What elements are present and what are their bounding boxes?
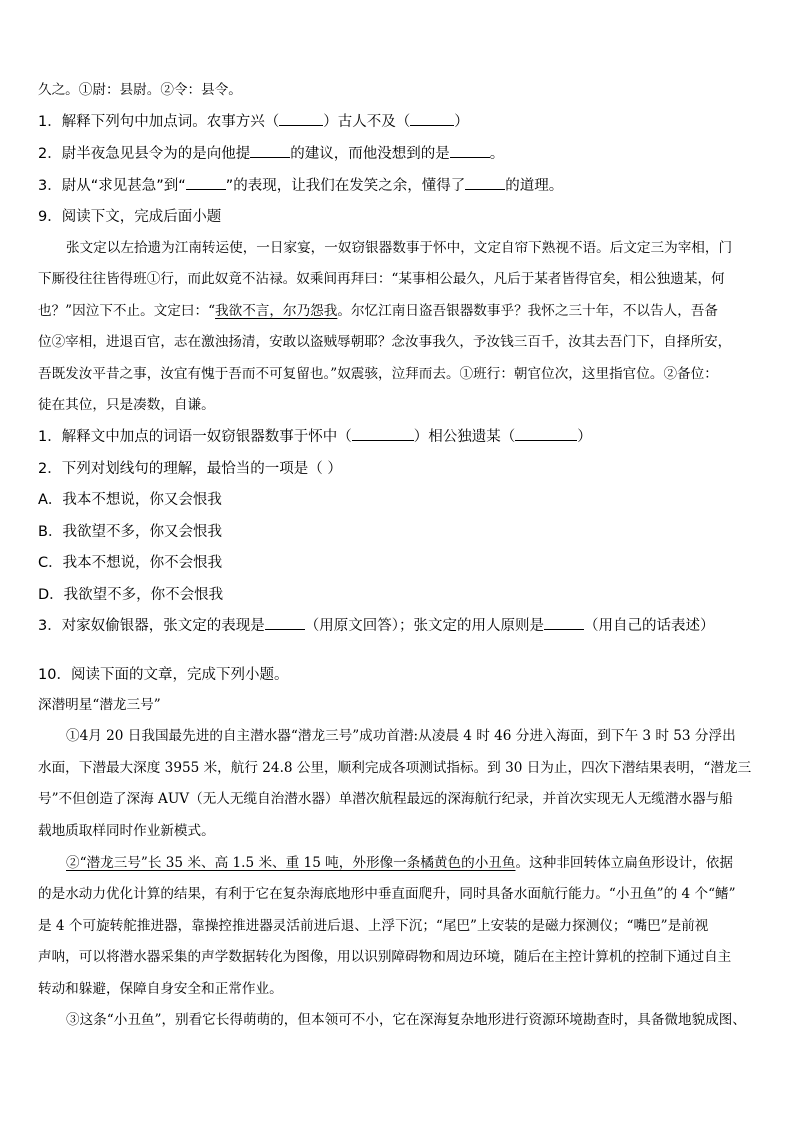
- article-title: 深潜明星“潜龙三号”: [38, 697, 161, 713]
- question-8-1: 1．解释下列句中加点词。农事方兴（ ）古人不及（ ）: [38, 114, 469, 130]
- article-line: 的是水动力优化计算的结果，有利于它在复杂海底地形中垂直面爬升，同时具备水面航行能力。“小丑鱼”的 4 个“鳍”: [38, 886, 736, 902]
- article-line: 声呐，可以将潜水器采集的声学数据转化为图像，用以识别障碍物和周边环境，随后在主控计算机的控制下通过自主: [38, 949, 732, 965]
- passage-9-line: 也？”因泣下不止。文定曰：“我欲不言，尔乃怨我。尔忆江南日盗吾银器数事乎？我怀之三十年，不以告人，吾备: [38, 303, 718, 319]
- question-9-heading: 9．阅读下文，完成后面小题: [38, 209, 222, 225]
- article-line: ②“潜龙三号”长 35 米、高 1.5 米、重 15 吨，外形像一条橘黄色的小丑鱼。这种非回转体立扁鱼形设计，依据: [66, 855, 733, 871]
- passage-9-line: 张文定以左拾遗为江南转运使，一日家宴，一奴窃银器数事于怀中，文定自帘下熟视不语。后文定三为宰相，门: [66, 240, 733, 256]
- option-a[interactable]: A．我本不想说，你又会恨我: [38, 492, 222, 508]
- question-9-1: 1．解释文中加点的词语一奴窃银器数事于怀中（ ）相公独遗某（ ）: [38, 429, 592, 445]
- article-line: 载地质取样同时作业新模式。: [38, 823, 215, 839]
- answer-blank[interactable]: [410, 113, 454, 126]
- answer-blank[interactable]: [544, 617, 584, 630]
- passage-9-line: 吾既发汝平昔之事，汝宜有愧于吾而不可复留也。”奴震骇，泣拜而去。①班行：朝官位次，这里指官位。②备位：: [38, 366, 718, 382]
- answer-blank[interactable]: [465, 177, 505, 190]
- article-line: ①4月 20 日我国最先进的自主潜水器“潜龙三号”成功首潜:从凌晨 4 时 46 分进入海面，到下午 3 时 53 分浮出: [66, 728, 736, 744]
- article-line: 号”不但创造了深海 AUV（无人无缆自治潜水器）单潜次航程最远的深海航行纪录，并首次实现无人无缆潜水器与船: [38, 791, 733, 807]
- underlined-sentence: 我欲不言，尔乃怨我: [215, 303, 338, 319]
- article-line: 水面，下潜最大深度 3955 米，航行 24.8 公里，顺利完成各项测试指标。到 30 日为止，四次下潜结果表明，“潜龙三: [38, 760, 752, 776]
- answer-blank[interactable]: [352, 428, 414, 441]
- option-d[interactable]: D．我欲望不多，你不会恨我: [38, 587, 224, 603]
- passage-9-line: 位②宰相，进退百官，志在激浊扬清，安敢以盗贼辱朝耶？念汝事我久，予汝钱三百千，汝其去吾门下，自择所安，: [38, 334, 732, 350]
- answer-blank[interactable]: [186, 177, 226, 190]
- answer-blank[interactable]: [279, 113, 323, 126]
- answer-blank[interactable]: [450, 145, 490, 158]
- answer-blank[interactable]: [515, 428, 577, 441]
- option-c[interactable]: C．我本不想说，你不会恨我: [38, 555, 223, 571]
- question-9-2: 2．下列对划线句的理解，最恰当的一项是（ ）: [38, 461, 342, 477]
- passage-9-line: 下厮役往往皆得班①行，而此奴竟不沾禄。奴乘间再拜曰：“某事相公最久，凡后于某者皆得官矣，相公独遗某，何: [38, 271, 725, 287]
- passage-9-line: 徒在其位，只是凑数，自谦。: [38, 397, 215, 413]
- footnote-line: 久之。①尉：县尉。②令：县令。: [38, 82, 242, 98]
- answer-blank[interactable]: [265, 617, 305, 630]
- answer-blank[interactable]: [250, 145, 290, 158]
- article-line: 转动和躲避，保障自身安全和正常作业。: [38, 981, 283, 997]
- article-line: ③这条“小丑鱼”，别看它长得萌萌的，但本领可不小，它在深海复杂地形进行资源环境勘查时，具备微地貌成图、: [66, 1012, 746, 1028]
- question-10-heading: 10．阅读下面的文章，完成下列小题。: [38, 667, 289, 683]
- question-8-2: 2．尉半夜急见县令为的是向他提 的建议，而他没想到的是 。: [38, 146, 505, 162]
- question-9-3: 3．对家奴偷银器，张文定的表现是 （用原文回答）；张文定的用人原则是 （用自己的话表述）: [38, 618, 715, 634]
- underlined-sentence: ②“潜龙三号”长 35 米、高 1.5 米、重 15 吨，外形像一条橘黄色的小丑鱼: [66, 855, 516, 871]
- question-8-3: 3．尉从“求见甚急”到“ ”的表现，让我们在发笑之余，懂得了 的道理。: [38, 178, 564, 194]
- article-line: 是 4 个可旋转舵推进器，靠操控推进器灵活前进后退、上浮下沉；“尾巴”上安装的是磁力探测仪；“嘴巴”是前视: [38, 918, 709, 934]
- option-b[interactable]: B．我欲望不多，你又会恨我: [38, 524, 222, 540]
